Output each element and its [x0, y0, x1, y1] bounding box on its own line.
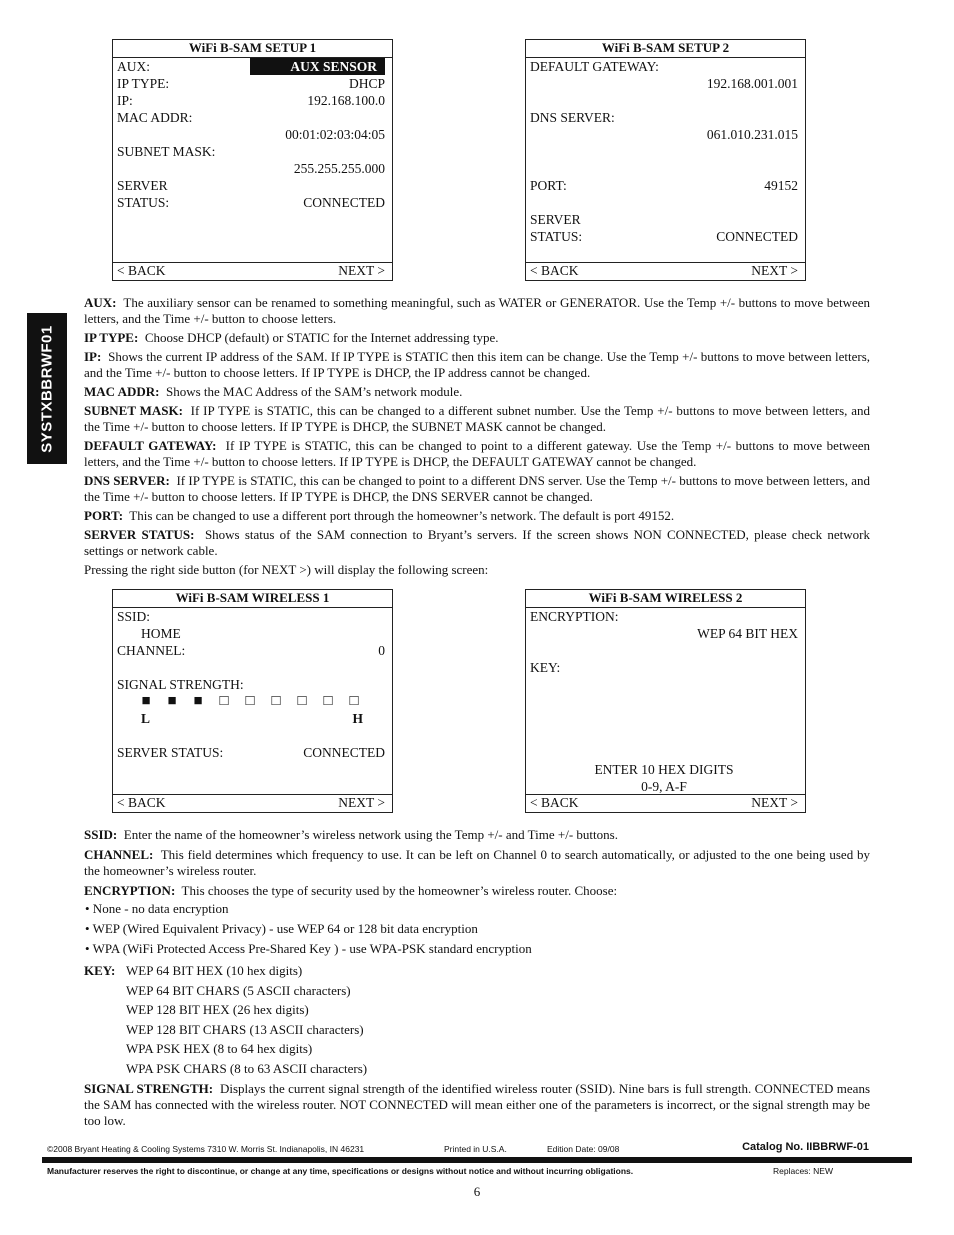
signal-desc-label: SIGNAL STRENGTH: — [84, 1081, 214, 1096]
channel-desc-label: CHANNEL: — [84, 847, 154, 862]
replaces: Replaces: NEW — [773, 1166, 833, 1176]
side-tab — [27, 313, 67, 464]
next-button[interactable]: NEXT > — [751, 795, 798, 810]
description-paragraph — [84, 438, 870, 470]
key-option: WEP 128 BIT CHARS (13 ASCII characters) — [126, 1022, 364, 1037]
ssid-desc-label: SSID: — [84, 827, 118, 842]
signal-strength-bars — [117, 693, 385, 710]
subnet-value: 255.255.255.000 — [293, 161, 385, 176]
port-label: PORT: — [530, 178, 567, 193]
key-hint: ENTER 10 HEX DIGITS — [594, 762, 734, 777]
aux-label: AUX: — [117, 59, 150, 74]
description-text: Pressing the right side button (for NEXT >) will display the following screen: — [84, 562, 489, 577]
encryption-desc-label: ENCRYPTION: — [84, 883, 176, 898]
description-label: IP TYPE: — [84, 330, 139, 345]
subnet-label: SUBNET MASK: — [117, 144, 216, 159]
mac-value: 00:01:02:03:04:05 — [285, 127, 385, 142]
signal-bar-filled: ■ — [193, 693, 203, 709]
gateway-value: 192.168.001.001 — [706, 76, 798, 91]
key-hint-range: 0-9, A-F — [641, 779, 687, 794]
channel-value: 0 — [378, 643, 385, 658]
wireless1-title: WiFi B-SAM WIRELESS 1 — [113, 590, 392, 608]
catalog-number: Catalog No. IIBBRWF-01 — [742, 1141, 869, 1153]
setup-descriptions — [84, 295, 870, 578]
edition-date: Edition Date: 09/08 — [547, 1144, 620, 1154]
status-value: CONNECTED — [716, 229, 798, 244]
description-label: DEFAULT GATEWAY: — [84, 438, 217, 453]
copyright: ©2008 Bryant Heating & Cooling Systems 7310 W. Morris St. Indianapolis, IN 46231 — [47, 1144, 365, 1154]
page-number: 6 — [473, 1184, 481, 1199]
signal-high-label: H — [352, 711, 363, 726]
encryption-description — [84, 883, 870, 899]
description-label: IP: — [84, 349, 102, 364]
gateway-label: DEFAULT GATEWAY: — [530, 59, 659, 74]
description-paragraph — [84, 403, 870, 435]
description-paragraph — [84, 384, 870, 400]
signal-bar-empty: □ — [349, 693, 359, 709]
setup1-screen — [112, 39, 393, 281]
disclaimer: Manufacturer reserves the right to discontinue, or change at any time, specifications or designs without notice and without incurring obligations. — [47, 1166, 634, 1176]
key-option: WPA PSK CHARS (8 to 63 ASCII characters) — [126, 1061, 368, 1076]
ip-label: IP: — [117, 93, 133, 108]
description-paragraph — [84, 508, 870, 524]
signal-bar-empty: □ — [323, 693, 333, 709]
description-paragraph — [84, 295, 870, 327]
ssid-label: SSID: — [117, 609, 151, 624]
key-label: KEY: — [530, 660, 561, 675]
dns-label: DNS SERVER: — [530, 110, 615, 125]
description-label: SERVER STATUS: — [84, 527, 195, 542]
signal-bar-empty: □ — [245, 693, 255, 709]
back-button[interactable]: < BACK — [530, 263, 579, 278]
key-desc-label: KEY: — [84, 963, 116, 978]
signal-bar-filled: ■ — [167, 693, 177, 709]
description-label: MAC ADDR: — [84, 384, 160, 399]
bullet-none: • None - no data encryption — [85, 901, 229, 916]
signal-bar-empty: □ — [297, 693, 307, 709]
key-option: WPA PSK HEX (8 to 64 hex digits) — [126, 1041, 313, 1056]
key-option: WEP 64 BIT CHARS (5 ASCII characters) — [126, 983, 351, 998]
description-paragraph — [84, 473, 870, 505]
signal-desc-text: Displays the current signal strength of the identified wireless router (SSID). Nine bars is full strength. CONNECTED means the SAM has connected with the wireless router. NOT CONNECTED will mean either one of the parameters is incorrect, or the signal strength may be too low. — [84, 1081, 871, 1128]
wireless2-screen — [525, 589, 806, 813]
setup2-title: WiFi B-SAM SETUP 2 — [526, 40, 805, 58]
signal-bar-filled: ■ — [141, 693, 151, 709]
wireless2-title: WiFi B-SAM WIRELESS 2 — [526, 590, 805, 608]
back-button[interactable]: < BACK — [117, 795, 166, 810]
server-label: SERVER — [117, 178, 168, 193]
description-text: If IP TYPE is STATIC, this can be changed to a different subnet number. Use the Temp +/- buttons to move between letters, and the Time +/- button to choose letters. If IP TYPE is DHCP, the SUBNET MASK cannot be changed. — [84, 403, 870, 434]
channel-description — [84, 847, 870, 879]
encryption-desc-text: This chooses the type of security used by the homeowner’s wireless router. Choose: — [181, 883, 618, 898]
status-label: STATUS: — [530, 229, 583, 244]
back-button[interactable]: < BACK — [117, 263, 166, 278]
setup1-title: WiFi B-SAM SETUP 1 — [113, 40, 392, 58]
server-label: SERVER — [530, 212, 581, 227]
description-text: Shows status of the SAM connection to Bryant’s servers. If the screen shows NON CONNECTED, please check network settings or network cable. — [84, 527, 870, 558]
description-label: SUBNET MASK: — [84, 403, 183, 418]
description-text: The auxiliary sensor can be renamed to something meaningful, such as WATER or GENERATOR. Use the Temp +/- buttons to move between letters, and the Time +/- button to choose letters. — [84, 295, 870, 326]
signal-description — [84, 1081, 870, 1129]
aux-value: AUX SENSOR — [250, 58, 385, 75]
status-value: CONNECTED — [303, 195, 385, 210]
description-label: DNS SERVER: — [84, 473, 170, 488]
channel-label: CHANNEL: — [117, 643, 186, 658]
signal-bar-empty: □ — [271, 693, 281, 709]
iptype-label: IP TYPE: — [117, 76, 170, 91]
description-label: PORT: — [84, 508, 124, 523]
description-text: Choose DHCP (default) or STATIC for the Internet addressing type. — [144, 330, 499, 345]
server-status-label: SERVER STATUS: — [117, 745, 224, 760]
description-text: This can be changed to use a different port through the homeowner’s network. The default is port 49152. — [129, 508, 675, 523]
next-button[interactable]: NEXT > — [338, 263, 385, 278]
key-option: WEP 64 BIT HEX (10 hex digits) — [126, 963, 303, 978]
signal-low-label: L — [141, 711, 151, 726]
iptype-value: DHCP — [348, 76, 385, 91]
server-status-value: CONNECTED — [303, 745, 385, 760]
bullet-wep: • WEP (Wired Equivalent Privacy) - use WEP 64 or 128 bit data encryption — [85, 921, 478, 936]
description-text: Shows the current IP address of the SAM. If IP TYPE is STATIC then this item can be change. Use the Temp +/- buttons to move between letters, and the Time +/- button to choose letters. If IP TYPE is DHCP, the IP address cannot be changed. — [84, 349, 871, 380]
encryption-value: WEP 64 BIT HEX — [697, 626, 798, 641]
mac-label: MAC ADDR: — [117, 110, 193, 125]
description-paragraph — [84, 562, 870, 578]
encryption-label: ENCRYPTION: — [530, 609, 619, 624]
next-button[interactable]: NEXT > — [751, 263, 798, 278]
dns-value: 061.010.231.015 — [706, 127, 798, 142]
description-paragraph — [84, 330, 870, 346]
port-value: 49152 — [764, 178, 798, 193]
footer-rule — [42, 1157, 912, 1163]
key-option: WEP 128 BIT HEX (26 hex digits) — [126, 1002, 309, 1017]
status-label: STATUS: — [117, 195, 170, 210]
signal-label: SIGNAL STRENGTH: — [117, 677, 244, 692]
side-tab-label: SYSTXBBRWF01 — [38, 324, 56, 453]
description-text: If IP TYPE is STATIC, this can be changed to point to a different gateway. Use the Temp +/- buttons to move between letters, and the Time +/- button to choose letters. If IP TYPE is DHCP, the DEFAULT GATEWAY cannot be changed. — [84, 438, 870, 469]
ssid-description — [84, 827, 870, 843]
wireless1-screen — [112, 589, 393, 813]
bullet-wpa: • WPA (WiFi Protected Access Pre-Shared Key ) - use WPA-PSK standard encryption — [85, 941, 532, 956]
signal-bar-empty: □ — [219, 693, 229, 709]
setup2-screen — [525, 39, 806, 281]
printed: Printed in U.S.A. — [444, 1144, 507, 1154]
description-paragraph — [84, 349, 870, 381]
back-button[interactable]: < BACK — [530, 795, 579, 810]
ssid-value: HOME — [141, 626, 181, 641]
channel-desc-text: This field determines which frequency to use. It can be left on Channel 0 to search automatically, or adjusted to the one being used by the homeowner’s wireless router. — [84, 847, 871, 878]
description-paragraph — [84, 527, 870, 559]
description-text: If IP TYPE is STATIC, this can be changed to point to a different DNS server. Use the Temp +/- buttons to move between letters, and the Time +/- button to choose letters. If IP TYPE is DHCP, the DNS SERVER cannot be changed. — [84, 473, 870, 504]
ip-value: 192.168.100.0 — [307, 93, 385, 108]
description-text: Shows the MAC Address of the SAM’s network module. — [165, 384, 463, 399]
ssid-desc-text: Enter the name of the homeowner’s wireless network using the Temp +/- and Time +/- buttons. — [123, 827, 618, 842]
next-button[interactable]: NEXT > — [338, 795, 385, 810]
footer-info — [47, 1141, 869, 1154]
description-label: AUX: — [84, 295, 117, 310]
